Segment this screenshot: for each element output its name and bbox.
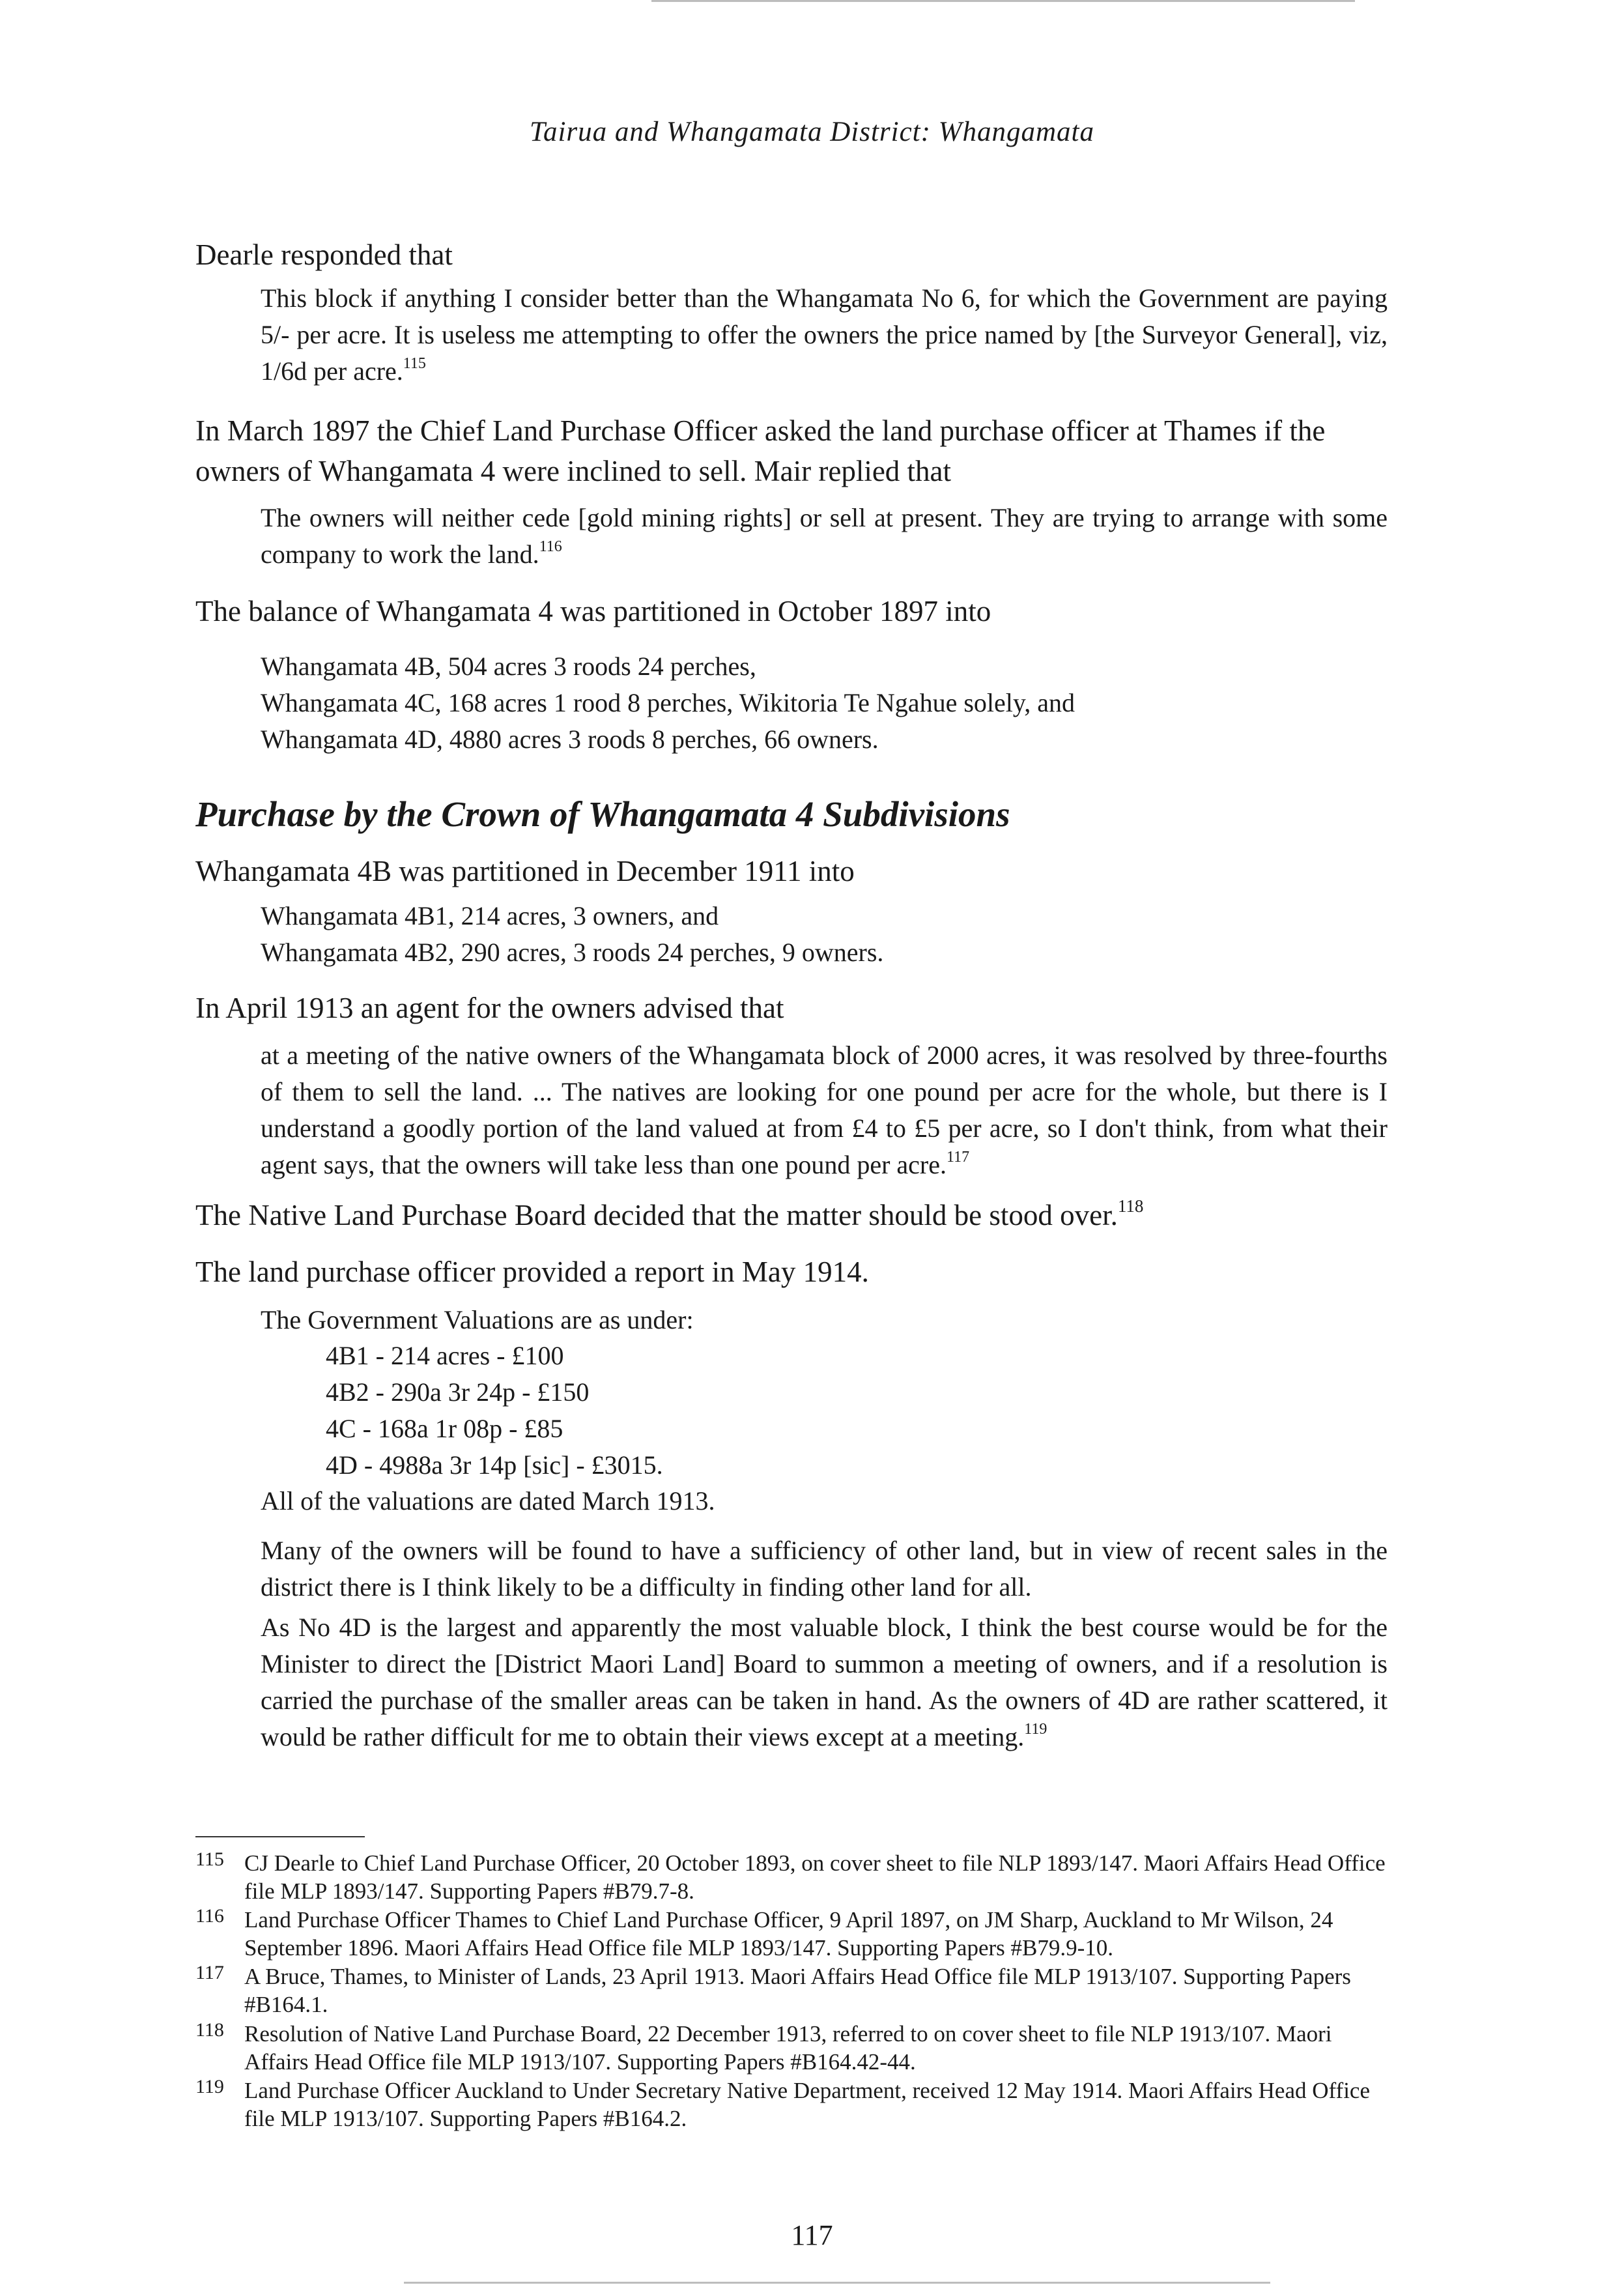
footnote-number: 119 — [195, 2076, 224, 2097]
footnote-text: Land Purchase Officer Auckland to Under Secretary Native Department, received 12 May 1914. Maori Affairs Head Office file MLP 1913/107. Supporting Papers #B164.2. — [244, 2078, 1370, 2131]
paragraph-march-1897 — [195, 410, 1388, 491]
bottom-scan-edge — [404, 2282, 1270, 2284]
quote-text: This block if anything I consider better than the Whangamata No 6, for which the Government are paying 5/- per acre. It is useless me attempting to offer the owners the price named by [the Surveyor General], viz, 1/6d per acre. — [261, 283, 1388, 386]
valuations-date-note: All of the valuations are dated March 1913. — [261, 1486, 715, 1516]
valuations-intro: The Government Valuations are as under: — [261, 1305, 694, 1334]
list-item: Whangamata 4B, 504 acres 3 roods 24 perches, — [261, 652, 756, 681]
footnote-number: 116 — [195, 1905, 224, 1927]
valuations-list — [326, 1338, 1368, 1484]
footnote-118 — [195, 2020, 1388, 2076]
valuation-item: 4C - 168a 1r 08p - £85 — [326, 1414, 563, 1443]
partition-list-1911 — [261, 898, 1388, 971]
quote-text: The owners will neither cede [gold mining rights] or sell at present. They are trying to arrange with some company to work the land. — [261, 503, 1388, 569]
footnote-ref-119: 119 — [1024, 1721, 1047, 1738]
footnote-text: Resolution of Native Land Purchase Board, 22 December 1913, referred to on cover sheet to file NLP 1913/107. Maori Affairs Head Office file MLP 1913/107. Supporting Papers #B164.42-44. — [244, 2021, 1332, 2075]
quote-text: at a meeting of the native owners of the Whangamata block of 2000 acres, it was resolved by three-fourths of them to sell the land. ... The natives are looking for one pound per acre for the whole, but there is I understand a goodly portion of the land valued at from £4 to £5 per acre, so I don't think, from what their agent says, that the owners will take less than one pound per acre. — [261, 1041, 1388, 1179]
valuation-item: 4B1 - 214 acres - £100 — [326, 1341, 564, 1370]
footnote-text: Land Purchase Officer Thames to Chief Land Purchase Officer, 9 April 1897, on JM Sharp, Auckland to Mr Wilson, 24 September 1896. Maori Affairs Head Office file MLP 1893/147. Supporting Papers #B79.9-10. — [244, 1907, 1333, 1961]
paragraph-may-1914: The land purchase officer provided a report in May 1914. — [195, 1256, 869, 1288]
quote-sufficiency-paragraph: Many of the owners will be found to have a sufficiency of other land, but in view of recent sales in the district there is I think likely to be a difficulty in finding other land for all. — [261, 1536, 1388, 1602]
footnote-separator — [195, 1836, 365, 1837]
paragraph-text: In March 1897 the Chief Land Purchase Officer asked the land purchase officer at Thames if the owners of Whangamata 4 were inclined to sell. Mair replied that — [195, 414, 1326, 487]
footnote-ref-115: 115 — [403, 355, 426, 372]
section-heading: Purchase by the Crown of Whangamata 4 Subdivisions — [195, 794, 1010, 834]
list-item: Whangamata 4D, 4880 acres 3 roods 8 perches, 66 owners. — [261, 725, 879, 754]
paragraph-december-1911: Whangamata 4B was partitioned in December 1911 into — [195, 855, 855, 887]
paragraph-native-land-purchase-board — [195, 1195, 1388, 1235]
paragraph-dearle-responded: Dearle responded that — [195, 238, 453, 271]
top-scan-edge — [651, 0, 1355, 2]
paragraph-text: The Native Land Purchase Board decided that the matter should be stood over. — [195, 1199, 1118, 1231]
footnote-text: CJ Dearle to Chief Land Purchase Officer, 20 October 1893, on cover sheet to file NLP 1893/147. Maori Affairs Head Office file MLP 1893/147. Supporting Papers #B79.7-8. — [244, 1850, 1386, 1904]
footnote-119 — [195, 2077, 1388, 2133]
quote-largest-block-paragraph — [261, 1609, 1388, 1755]
footnote-number: 115 — [195, 1848, 224, 1870]
footnote-117 — [195, 1962, 1388, 2019]
block-quote-dearle — [261, 280, 1388, 390]
footnote-ref-116: 116 — [539, 538, 562, 555]
footnote-text: A Bruce, Thames, to Minister of Lands, 23 April 1913. Maori Affairs Head Office file MLP 1913/107. Supporting Papers #B164.1. — [244, 1964, 1351, 2017]
footnote-ref-118: 118 — [1117, 1196, 1144, 1216]
quote-text: As No 4D is the largest and apparently the most valuable block, I think the best course would be for the Minister to direct the [District Maori Land] Board to summon a meeting of owners, and if a resolution is carried the purchase of the smaller areas can be taken in hand. As the owners of 4D are rather scattered, it would be rather difficult for me to obtain their views except at a meeting. — [261, 1613, 1388, 1751]
block-quote-agent — [261, 1037, 1388, 1183]
page-number: 117 — [791, 2219, 833, 2251]
list-item: Whangamata 4C, 168 acres 1 rood 8 perches, Wikitoria Te Ngahue solely, and — [261, 688, 1076, 717]
footnote-number: 117 — [195, 1962, 224, 1983]
paragraph-april-1913: In April 1913 an agent for the owners advised that — [195, 992, 784, 1024]
list-item: Whangamata 4B1, 214 acres, 3 owners, and — [261, 901, 719, 930]
list-item: Whangamata 4B2, 290 acres, 3 roods 24 perches, 9 owners. — [261, 938, 884, 967]
paragraph-october-1897: The balance of Whangamata 4 was partitioned in October 1897 into — [195, 595, 991, 627]
valuation-item: 4D - 4988a 3r 14p [sic] - £3015. — [326, 1450, 663, 1480]
partition-list-1897 — [261, 648, 1388, 758]
footnote-116 — [195, 1906, 1388, 1962]
footnote-115 — [195, 1849, 1388, 1905]
block-quote-mair — [261, 500, 1388, 573]
running-header: Tairua and Whangamata District: Whangamata — [530, 117, 1094, 147]
valuation-item: 4B2 - 290a 3r 24p - £150 — [326, 1377, 590, 1407]
footnote-ref-117: 117 — [947, 1149, 970, 1166]
footnote-number: 118 — [195, 2019, 224, 2041]
